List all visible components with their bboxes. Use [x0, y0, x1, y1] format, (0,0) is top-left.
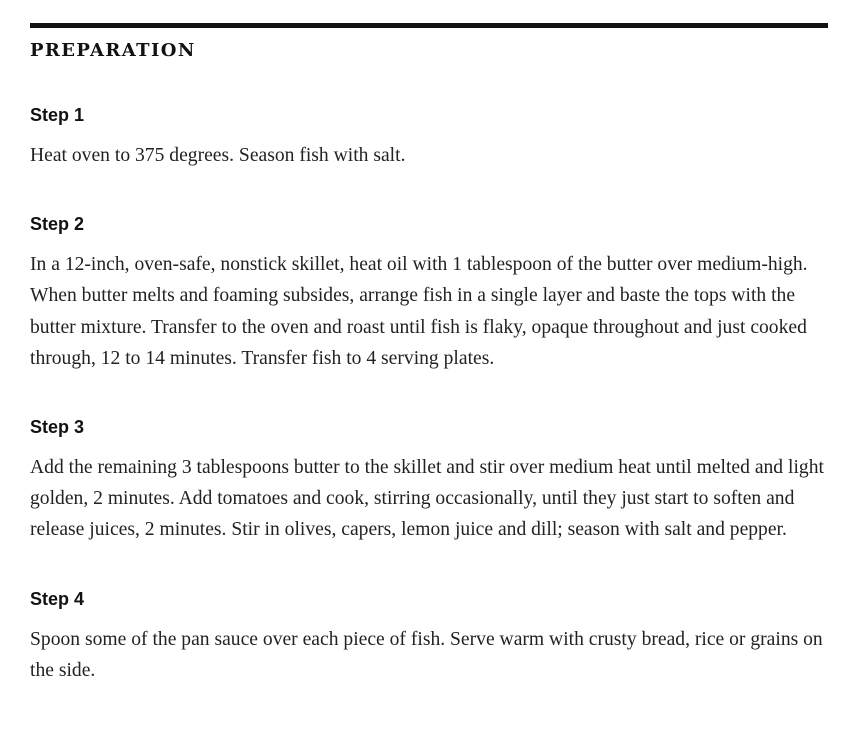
step-text: Spoon some of the pan sauce over each piece of fish. Serve warm with crusty bread, rice or grains on the side.	[30, 628, 823, 681]
step-item	[30, 213, 828, 374]
step-item	[30, 416, 828, 546]
section-title: PREPARATION	[30, 40, 196, 61]
step-text: Add the remaining 3 tablespoons butter to the skillet and stir over medium heat until melted and light golden, 2 minutes. Add tomatoes and cook, stirring occasionally, until they just start to soften and release juices, 2 minutes. Stir in olives, capers, lemon juice and dill; season with salt and pepper.	[30, 457, 824, 541]
step-label: Step 4	[30, 588, 85, 609]
step-label: Step 1	[30, 105, 85, 125]
step-text: Heat oven to 375 degrees. Season fish with salt.	[30, 145, 406, 166]
step-text: In a 12-inch, oven-safe, nonstick skillet, heat oil with 1 tablespoon of the butter over medium-high. When butter melts and foaming subsides, arrange fish in a single layer and baste the tops with the butter mixture. Transfer to the oven and roast until fish is flaky, opaque throughout and just cooked through, 12 to 14 minutes. Transfer fish to 4 serving plates.	[30, 254, 808, 369]
preparation-section	[30, 23, 828, 686]
step-label: Step 2	[30, 214, 85, 235]
step-label: Step 3	[30, 417, 85, 438]
section-divider	[30, 23, 828, 28]
step-item	[30, 588, 828, 686]
steps-list	[30, 104, 828, 686]
step-item	[30, 104, 828, 171]
